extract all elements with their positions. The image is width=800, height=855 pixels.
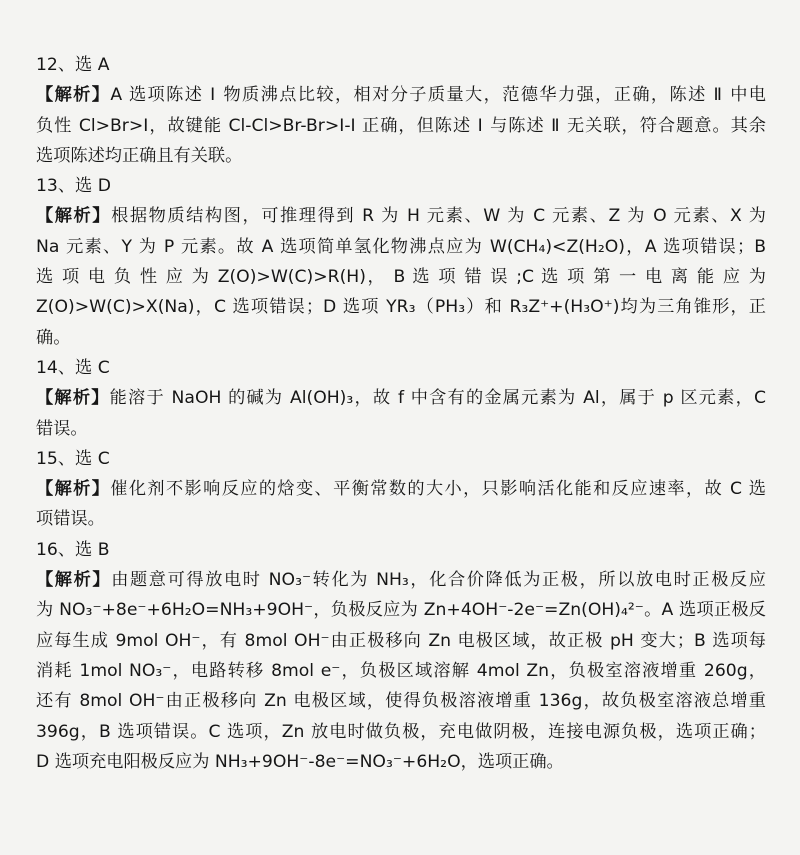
item-13-heading: 13、选 D <box>36 176 111 197</box>
item-14-line-1 <box>36 383 766 413</box>
item-12-heading: 12、选 A <box>36 55 110 75</box>
item-16-line-4: 消耗 1mol NO₃⁻，电路转移 8mol e⁻，负极区域溶解 4mol Zn，负极室溶液增重 260g， <box>36 660 766 681</box>
item-16-line-6: 396g，B 选项错误。C 选项，Zn 放电时做负极，充电做阴极，连接电源负极，选项正确； <box>36 721 766 742</box>
item-16-heading: 16、选 B <box>36 539 110 560</box>
item-15-text-1: 催化剂不影响反应的焓变、平衡常数的大小，只影响活化能和反应速率，故 C 选 <box>110 479 766 500</box>
answer-explanations <box>36 50 766 777</box>
item-13-text-1: 根据物质结构图，可推理得到 R 为 H 元素、W 为 C 元素、Z 为 O 元素、X 为 <box>111 206 766 227</box>
item-13-line-4: Z(O)>W(C)>X(Na)，C 选项错误；D 选项 YR₃（PH₃）和 R₃Z⁺+(H₃O⁺)均为三角锥形，正 <box>36 297 766 318</box>
item-16-line-2: 为 NO₃⁻+8e⁻+6H₂O=NH₃+9OH⁻，负极反应为 Zn+4OH⁻-2e⁻=Zn(OH)₄²⁻。A 选项正极反 <box>36 600 766 621</box>
item-13-line-3: 选 项 电 负 性 应 为 Z(O)>W(C)>R(H)， B 选 项 错 误 ;C 选 项 第 一 电 离 能 应 为 <box>36 267 766 288</box>
item-13-line-2: Na 元素、Y 为 P 元素。故 A 选项简单氢化物沸点应为 W(CH₄)<Z(H₂O)，A 选项错误；B <box>36 236 766 257</box>
analysis-tag: 【解析】 <box>36 206 112 227</box>
item-14-line-2: 错误。 <box>36 418 88 439</box>
item-13-line-5: 确。 <box>36 327 71 348</box>
item-16-line-7: D 选项充电阳极反应为 NH₃+9OH⁻-8e⁻=NO₃⁻+6H₂O，选项正确。 <box>36 751 564 772</box>
analysis-tag: 【解析】 <box>36 479 111 500</box>
analysis-tag: 【解析】 <box>36 570 112 591</box>
item-12-line-3: 选项陈述均正确且有关联。 <box>36 145 243 166</box>
item-15-line-1 <box>36 474 766 504</box>
item-13-line-1 <box>36 201 766 231</box>
item-14-heading: 14、选 C <box>36 357 110 378</box>
analysis-tag: 【解析】 <box>36 85 111 106</box>
item-12-line-2: 负性 Cl>Br>I，故键能 Cl-Cl>Br-Br>I-I 正确，但陈述 Ⅰ 与陈述 Ⅱ 无关联，符合题意。其余 <box>36 115 766 136</box>
item-16-line-1 <box>36 565 766 595</box>
item-16-line-3: 应每生成 9mol OH⁻，有 8mol OH⁻由正极移向 Zn 电极区域，故正极 pH 变大；B 选项每 <box>36 630 766 651</box>
item-16-line-5: 还有 8mol OH⁻由正极移向 Zn 电极区域，使得负极溶液增重 136g，故负极室溶液总增重 <box>36 691 766 712</box>
item-16-text-1: 由题意可得放电时 NO₃⁻转化为 NH₃，化合价降低为正极，所以放电时正极反应 <box>111 570 766 591</box>
item-12-text-1: A 选项陈述 Ⅰ 物质沸点比较，相对分子质量大，范德华力强，正确，陈述 Ⅱ 中电 <box>110 85 766 106</box>
item-15-heading: 15、选 C <box>36 448 110 469</box>
analysis-tag: 【解析】 <box>36 388 110 409</box>
item-12-line-1 <box>36 80 766 110</box>
item-14-text-1: 能溶于 NaOH 的碱为 Al(OH)₃，故 f 中含有的金属元素为 Al，属于 p 区元素，C <box>109 388 766 409</box>
item-15-line-2: 项错误。 <box>36 509 105 530</box>
